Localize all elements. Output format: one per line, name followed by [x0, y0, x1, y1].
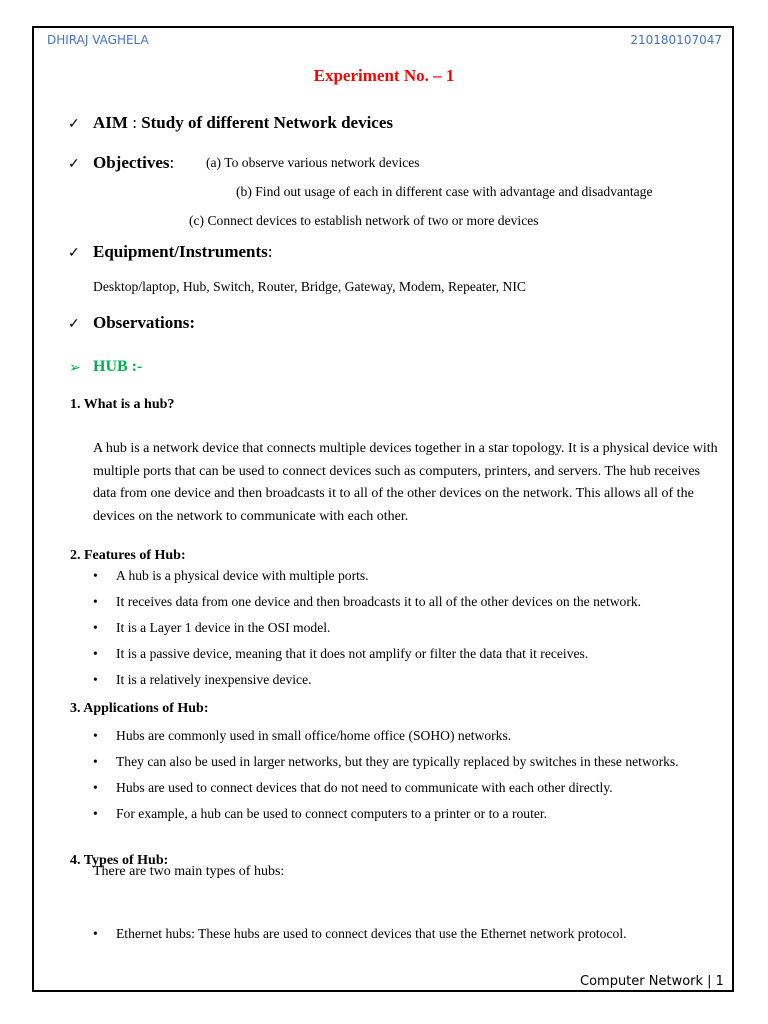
list-item: • It is a relatively inexpensive device. [93, 672, 312, 687]
header-author: DHIRAJ VAGHELA [47, 33, 149, 47]
equipment-label: Equipment/Instruments [93, 242, 268, 261]
list-item: • For example, a hub can be used to connect computers to a printer or to a router. [93, 806, 548, 821]
bullet-icon: • [93, 672, 98, 687]
list-item: • It receives data from one device and then broadcasts it to all of the other devices on the network. [93, 594, 642, 609]
hub-heading: HUB :- [93, 358, 143, 375]
bullet-icon: • [93, 754, 98, 769]
section-features: 2. Features of Hub: [70, 548, 186, 563]
list-item: • A hub is a physical device with multiple ports. [93, 568, 369, 583]
list-item: • It is a passive device, meaning that it does not amplify or filter the data that it receives. [93, 646, 589, 661]
list-item: • Hubs are used to connect devices that do not need to communicate with each other directly. [93, 780, 613, 795]
list-item: • Hubs are commonly used in small office/home office (SOHO) networks. [93, 728, 512, 743]
equipment-colon: : [267, 242, 273, 261]
types-intro: There are two main types of hubs: [93, 864, 285, 879]
section-what-is-hub: 1. What is a hub? [70, 397, 175, 412]
page-title: Experiment No. – 1 [313, 66, 455, 85]
objective-c: (c) Connect devices to establish network of two or more devices [189, 213, 539, 228]
bullet-icon: • [93, 646, 98, 661]
aim-label: AIM [93, 113, 128, 132]
page-footer: Computer Network | 1 [580, 974, 724, 989]
bullet-icon: • [93, 806, 98, 821]
list-item: • Ethernet hubs: These hubs are used to connect devices that use the Ethernet network protocol. [93, 926, 627, 941]
features-list [93, 568, 641, 688]
objectives-label: Objectives [93, 153, 170, 172]
check-icon: ✓ [68, 246, 80, 261]
aim-line [93, 113, 393, 133]
bullet-icon: • [93, 620, 98, 635]
equipment-text: Desktop/laptop, Hub, Switch, Router, Bridge, Gateway, Modem, Repeater, NIC [93, 279, 526, 294]
equipment-line [93, 242, 273, 262]
objective-b: (b) Find out usage of each in different case with advantage and disadvantage [236, 184, 653, 199]
check-icon: ✓ [68, 317, 80, 332]
check-icon: ✓ [68, 117, 80, 132]
bullet-icon: • [93, 568, 98, 583]
section-applications: 3. Applications of Hub: [70, 701, 209, 716]
bullet-icon: • [93, 594, 98, 609]
aim-separator: : [127, 113, 142, 132]
observations-label: Observations: [93, 313, 195, 332]
objectives-line [93, 153, 174, 173]
bullet-icon: • [93, 926, 98, 941]
check-icon: ✓ [68, 157, 80, 172]
bullet-icon: • [93, 780, 98, 795]
list-item: • It is a Layer 1 device in the OSI model. [93, 620, 331, 635]
objective-a: (a) To observe various network devices [206, 155, 420, 170]
arrow-icon: ➢ [69, 361, 81, 376]
header-id-number: 210180107047 [630, 33, 722, 47]
objectives-colon: : [169, 153, 175, 172]
applications-list [93, 728, 713, 822]
types-list [93, 926, 627, 942]
bullet-icon: • [93, 728, 98, 743]
section-types: 4. Types of Hub: [70, 853, 169, 868]
hub-definition-paragraph: A hub is a network device that connects multiple devices together in a star topology. It is a physical device with multiple ports that can be used to connect devices such as computers, printers, and servers. The hub receives data from one device and then broadcasts it to all of the other devices on the network. This allows all of the devices on the network to communicate with each other. [93, 441, 718, 524]
list-item: • They can also be used in larger networks, but they are typically replaced by switches in these networks. [93, 754, 679, 769]
aim-text: Study of different Network devices [141, 113, 394, 132]
